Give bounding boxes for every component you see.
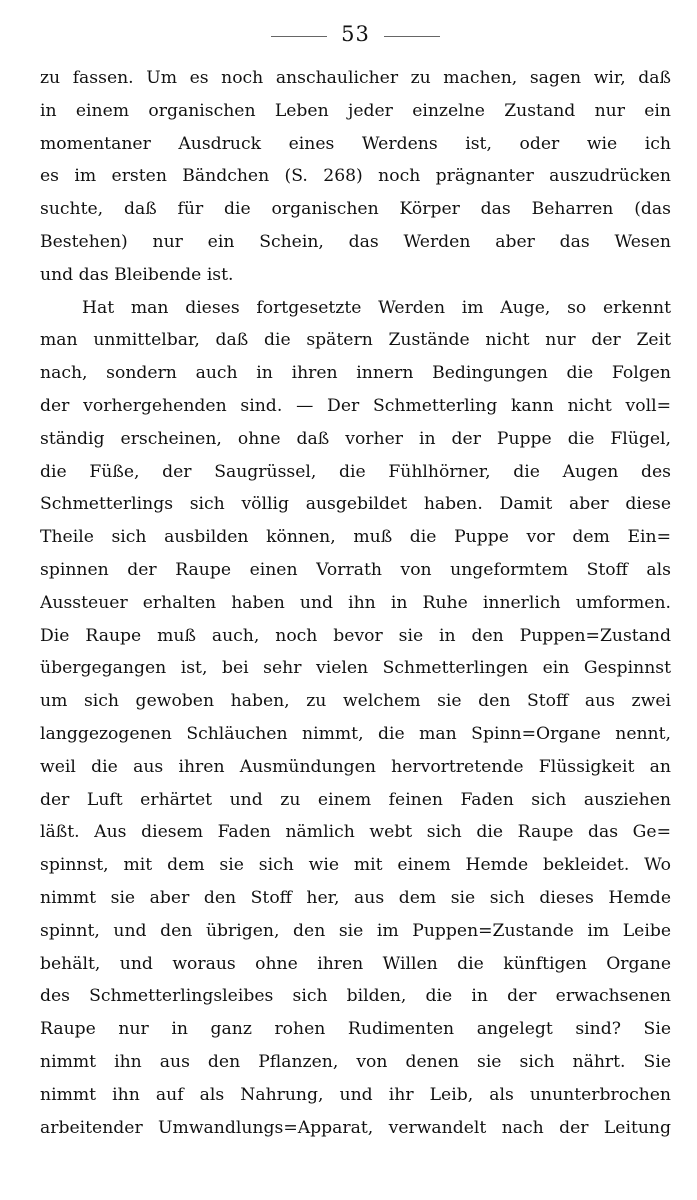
- page-number: 53: [341, 22, 370, 46]
- text-line: um sich gewoben haben, zu welchem sie den Stoff aus zwei: [40, 691, 671, 712]
- text-line: nimmt ihn auf als Nahrung, und ihr Leib, als ununterbrochen: [40, 1084, 671, 1105]
- text-line: momentaner Ausdruck eines Werdens ist, oder wie ich: [40, 133, 671, 154]
- text-line: der vorhergehenden sind. — Der Schmetterling kann nicht voll=: [40, 395, 671, 416]
- text-line: weil die aus ihren Ausmündungen hervortretende Flüssigkeit an: [40, 756, 671, 777]
- text-line: behält, und woraus ohne ihren Willen die künftigen Organe: [40, 953, 671, 974]
- text-line: des Schmetterlingsleibes sich bilden, die in der erwachsenen: [40, 986, 671, 1007]
- text-line: arbeitender Umwandlungs=Apparat, verwandelt nach der Leitung: [40, 1117, 671, 1138]
- text-line: man unmittelbar, daß die spätern Zustände nicht nur der Zeit: [40, 330, 671, 351]
- header-rule-left: [271, 36, 327, 37]
- text-line: nimmt sie aber den Stoff her, aus dem sie sich dieses Hemde: [40, 887, 671, 908]
- text-line: nach, sondern auch in ihren innern Bedingungen die Folgen: [40, 363, 671, 384]
- text-line: spinnt, und den übrigen, den sie im Puppen=Zustande im Leibe: [40, 920, 671, 941]
- text-line: die Füße, der Saugrüssel, die Fühlhörner, die Augen des: [40, 461, 671, 482]
- text-line: es im ersten Bändchen (S. 268) noch prägnanter auszudrücken: [40, 166, 671, 187]
- text-line: übergegangen ist, bei sehr vielen Schmetterlingen ein Gespinnst: [40, 658, 671, 679]
- text-line: der Luft erhärtet und zu einem feinen Faden sich ausziehen: [40, 789, 671, 810]
- text-line: langgezogenen Schläuchen nimmt, die man Spinn=Organe nennt,: [40, 723, 671, 744]
- text-line: und das Bleibende ist.: [40, 264, 234, 285]
- text-line: Die Raupe muß auch, noch bevor sie in den Puppen=Zustand: [40, 625, 671, 646]
- body-text: [40, 62, 671, 1144]
- text-line: ständig erscheinen, ohne daß vorher in der Puppe die Flügel,: [40, 428, 671, 449]
- text-line: suchte, daß für die organischen Körper das Beharren (das: [40, 199, 671, 220]
- text-line: Hat man dieses fortgesetzte Werden im Auge, so erkennt: [82, 297, 671, 318]
- paragraph-1: [40, 62, 671, 292]
- text-line: in einem organischen Leben jeder einzelne Zustand nur ein: [40, 100, 671, 121]
- text-line: zu fassen. Um es noch anschaulicher zu machen, sagen wir, daß: [40, 68, 671, 88]
- text-line: Schmetterlings sich völlig ausgebildet haben. Damit aber diese: [40, 494, 671, 515]
- text-line: Raupe nur in ganz rohen Rudimenten angelegt sind? Sie: [40, 1019, 671, 1040]
- text-line: Aussteuer erhalten haben und ihn in Ruhe innerlich umformen.: [40, 592, 671, 613]
- text-line: Theile sich ausbilden können, muß die Puppe vor dem Ein=: [40, 527, 671, 548]
- text-line: spinnst, mit dem sie sich wie mit einem Hemde bekleidet. Wo: [40, 855, 671, 876]
- header-rule-right: [384, 36, 440, 37]
- text-line: spinnen der Raupe einen Vorrath von ungeformtem Stoff als: [40, 559, 671, 580]
- text-line: Bestehen) nur ein Schein, das Werden aber das Wesen: [40, 231, 671, 252]
- paragraph-2: [40, 292, 671, 1145]
- page-header: [40, 0, 671, 62]
- text-line: nimmt ihn aus den Pflanzen, von denen sie sich nährt. Sie: [40, 1051, 671, 1072]
- text-line: läßt. Aus diesem Faden nämlich webt sich die Raupe das Ge=: [40, 822, 671, 843]
